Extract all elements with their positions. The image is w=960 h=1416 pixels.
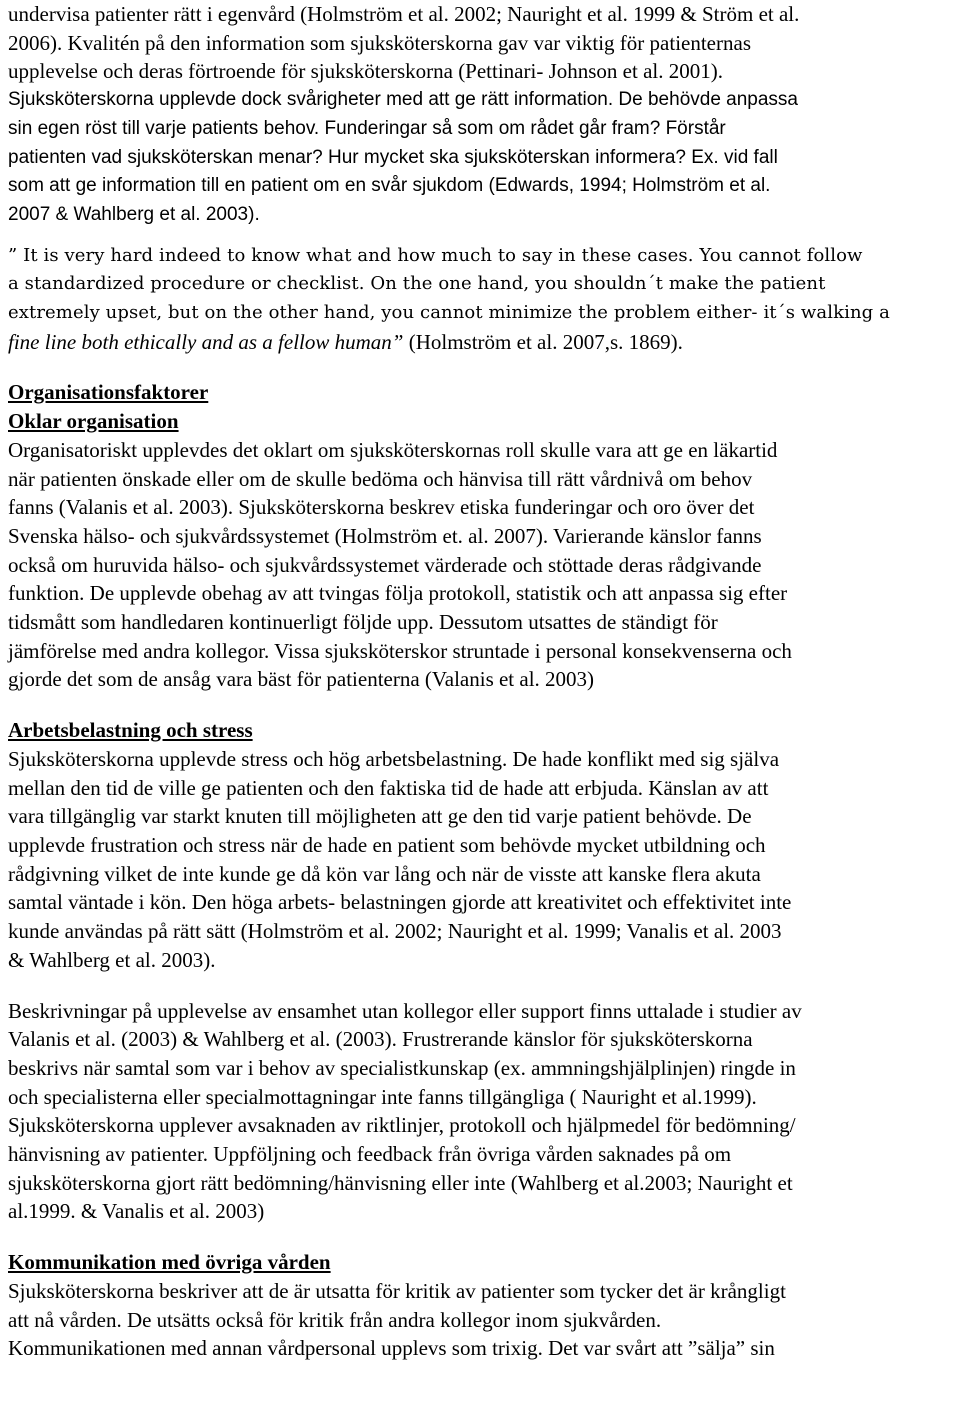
- text-line: upplevelse och deras förtroende för sjuksköterskorna (Pettinari- Johnson et al. 2001).: [8, 59, 723, 84]
- text-line: Organisatoriskt upplevdes det oklart om sjuksköterskornas roll skulle vara att ge en läkartid: [8, 437, 778, 462]
- workload-paragraph: [8, 745, 958, 975]
- text-line: Beskrivningar på upplevelse av ensamhet utan kollegor eller support finns uttalade i studier av: [8, 998, 802, 1023]
- text-line: Svenska hälso- och sjukvårdssystemet (Holmström et. al. 2007). Varierande känslor fanns: [8, 523, 762, 548]
- spacer: [8, 694, 958, 716]
- text-line: kunde användas på rätt sätt (Holmström et al. 2002; Nauright et al. 1999; Vanalis et al. 2003: [8, 919, 782, 944]
- quote-last-line: [8, 328, 958, 357]
- quote-line: a standardized procedure or checklist. On the one hand, you shouldn´t make the patient: [8, 273, 826, 295]
- text-line: samtal väntade i kön. Den höga arbets- belastningen gjorde att kreativitet och effektivitet inte: [8, 890, 792, 915]
- text-line: att nå vården. De utsätts också för kritik från andra kollegor inom sjukvården.: [8, 1307, 662, 1332]
- section-heading: Organisationsfaktorer: [8, 380, 209, 405]
- text-line: Sjuksköterskorna upplevde dock svårigheter med att ge rätt information. De behövde anpassa: [8, 89, 799, 111]
- intro-serif-paragraph: [8, 0, 958, 86]
- spacer: [8, 975, 958, 997]
- text-line: sjuksköterskorna gjort rätt bedömning/hänvisning eller inte (Wahlberg et al.2003; Nauright et: [8, 1170, 793, 1195]
- text-line: beskrivs när samtal som var i behov av specialistkunskap (ex. ammningshjälplinjen) ringde in: [8, 1055, 796, 1080]
- text-line: funktion. De upplevde obehag av att tvingas följa protokoll, statistik och att anpassa sig efter: [8, 581, 788, 606]
- quote-line: ” It is very hard indeed to know what and how much to say in these cases. You cannot follow: [8, 244, 863, 266]
- document-page: [8, 0, 958, 1363]
- text-line: al.1999. & Vanalis et al. 2003): [8, 1199, 265, 1224]
- text-line: undervisa patienter rätt i egenvård (Holmström et al. 2002; Nauright et al. 1999 & Ström et al.: [8, 2, 800, 26]
- text-line: tidsmått som handledaren kontinuerligt följde upp. Dessutom utsattes de ständigt för: [8, 610, 718, 635]
- text-line: Kommunikationen med annan vårdpersonal upplevs som trixig. Det var svårt att ”sälja” sin: [8, 1336, 775, 1361]
- text-line: också om huruvida hälso- och sjukvårdssystemet värderade och stöttade deras rådgivande: [8, 552, 762, 577]
- text-line: vara tillgänglig var starkt knuten till möjligheten att ge den tid varje patient behövde. De: [8, 804, 752, 829]
- quote-italic-text: fine line both ethically and as a fellow human”: [8, 329, 404, 354]
- text-line: hänvisning av patienter. Uppföljning och feedback från övriga vården saknades på om: [8, 1142, 732, 1167]
- quote-line: extremely upset, but on the other hand, you cannot minimize the problem either- it´s walking a: [8, 302, 890, 324]
- subsection-heading: Kommunikation med övriga vården: [8, 1250, 331, 1275]
- spacer: [8, 1226, 958, 1248]
- spacer: [8, 230, 958, 242]
- subsection-heading: Arbetsbelastning och stress: [8, 718, 253, 743]
- quote-block: [8, 242, 958, 357]
- org-paragraph: [8, 436, 958, 694]
- text-line: gjorde det som de ansåg vara bäst för patienterna (Valanis et al. 2003): [8, 667, 595, 692]
- intro-sans-paragraph: [8, 86, 958, 230]
- text-line: när patienten önskade eller om de skulle bedöma och hänvisa till rätt vårdnivå om behov: [8, 466, 753, 491]
- subsection-heading: Oklar organisation: [8, 409, 179, 434]
- text-line: sin egen röst till varje patients behov. Funderingar så som om rådet går fram? Förstår: [8, 117, 726, 139]
- text-line: och specialisterna eller specialmottagningar inte fanns tillgängliga ( Nauright et al.1999).: [8, 1084, 757, 1109]
- text-line: upplevde frustration och stress när de hade en patient som behövde mycket utbildning och: [8, 832, 766, 857]
- text-line: Sjuksköterskorna upplever avsaknaden av riktlinjer, protokoll och hjälpmedel för bedömning/: [8, 1113, 796, 1138]
- communication-paragraph: [8, 1277, 958, 1363]
- text-line: & Wahlberg et al. 2003).: [8, 947, 216, 972]
- text-line: patienten vad sjuksköterskan menar? Hur mycket ska sjuksköterskan informera? Ex. vid fall: [8, 146, 778, 168]
- text-line: mellan den tid de ville ge patienten och den faktiska tid de hade att erbjuda. Känslan av att: [8, 775, 769, 800]
- text-line: Sjuksköterskorna upplevde stress och hög arbetsbelastning. De hade konflikt med sig själva: [8, 746, 780, 771]
- text-line: jämförelse med andra kollegor. Vissa sjuksköterskor struntade i personal konsekvenserna och: [8, 638, 792, 663]
- text-line: 2006). Kvalitén på den information som sjuksköterskorna gav var viktig för patienternas: [8, 30, 751, 55]
- workload-paragraph-2: [8, 997, 958, 1227]
- text-line: Valanis et al. (2003) & Wahlberg et al. (2003). Frustrerande känslor för sjuksköterskorna: [8, 1027, 753, 1052]
- text-line: rådgivning vilket de inte kunde ge då kön var lång och när de visste att kanske flera akuta: [8, 861, 761, 886]
- text-line: 2007 & Wahlberg et al. 2003).: [8, 203, 260, 225]
- spacer: [8, 356, 958, 378]
- quote-citation: (Holmström et al. 2007,s. 1869).: [403, 329, 683, 354]
- text-line: Sjuksköterskorna beskriver att de är utsatta för kritik av patienter som tycker det är krångligt: [8, 1278, 786, 1303]
- text-line: som att ge information till en patient om en svår sjukdom (Edwards, 1994; Holmström et al.: [8, 175, 771, 197]
- text-line: fanns (Valanis et al. 2003). Sjuksköterskorna beskrev etiska funderingar och oro över det: [8, 495, 755, 520]
